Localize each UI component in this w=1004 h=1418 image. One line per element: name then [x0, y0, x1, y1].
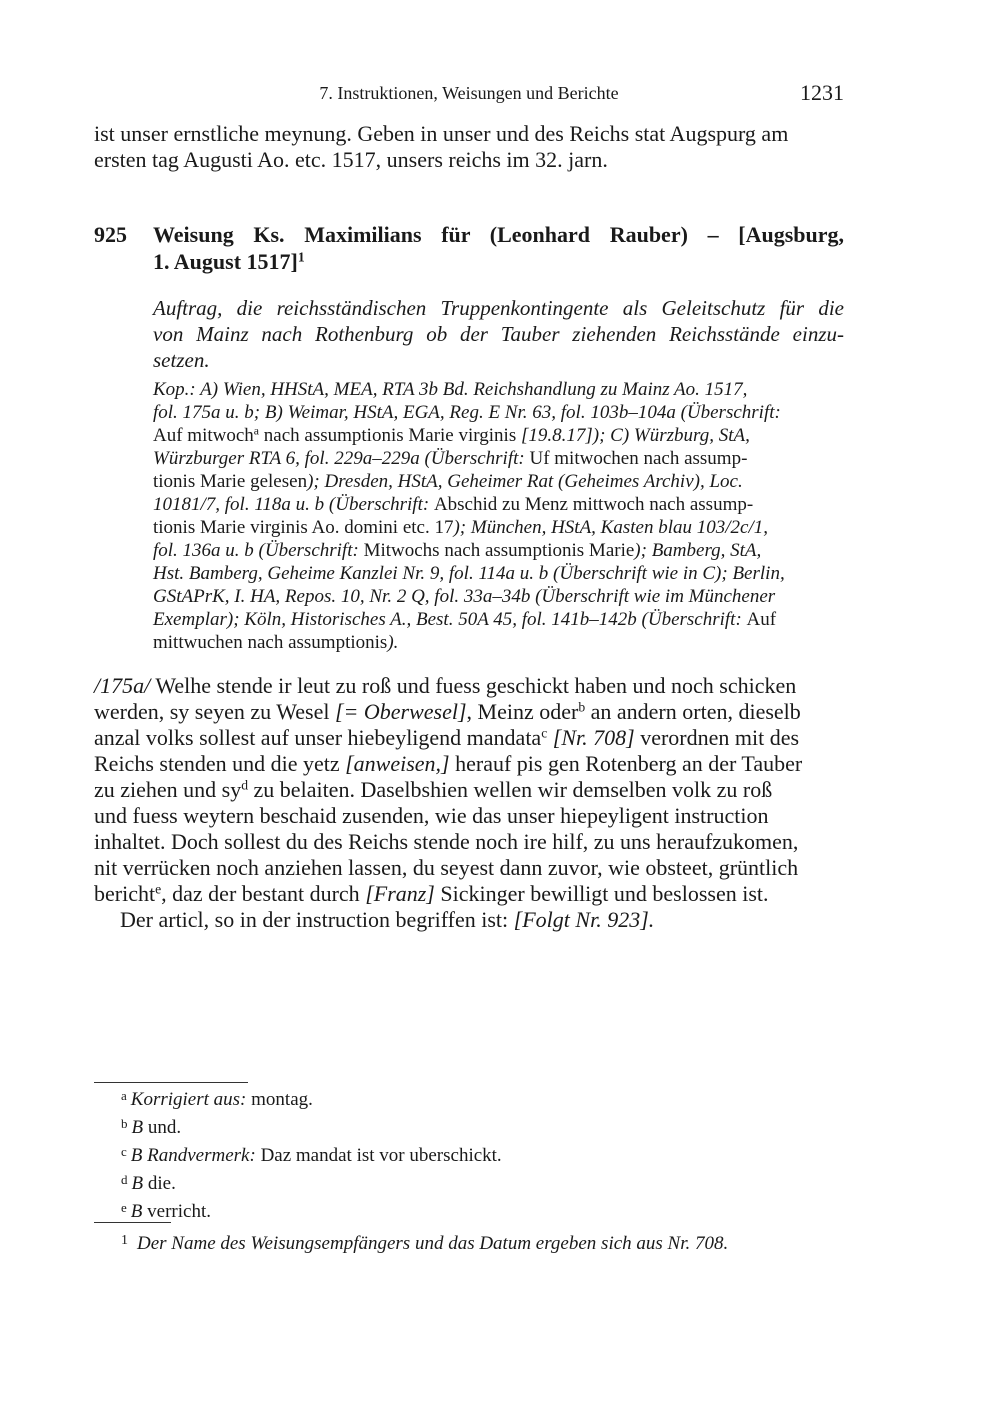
source-text: Würzburger RTA 6, fol. 229a–229a (Überschrift:: [153, 448, 530, 469]
source-line: Kop.: A) Wien, HHStA, MEA, RTA 3b Bd. Reichshandlung zu Mainz Ao. 1517,: [153, 379, 748, 400]
document-number: 925: [94, 222, 127, 247]
source-quote: tionis Marie gelesen: [153, 471, 308, 492]
source-line: fol. 175a u. b; B) Weimar, HStA, EGA, Reg. E Nr. 63, fol. 103b–104a (Überschrift:: [153, 402, 781, 423]
editorial-insert: [= Oberwesel]: [334, 699, 467, 724]
editorial-insert: [anweisen,]: [345, 751, 450, 776]
source-text: Exemplar); Köln, Historisches A., Best. 50A 45, fol. 141b–142b (Überschrift:: [153, 609, 747, 630]
document-body: [94, 673, 844, 933]
source-line: [153, 631, 844, 654]
intro-paragraph: [94, 121, 844, 173]
content-note-divider: [94, 1222, 171, 1223]
source-line: [153, 516, 844, 539]
textual-note-text: die.: [143, 1173, 176, 1194]
source-line: [153, 470, 844, 493]
textual-note-mark: c: [541, 725, 548, 741]
textual-note-text: und.: [143, 1117, 182, 1138]
regest-line: von Mainz nach Rothenburg ob der Tauber ziehenden Reichsstände einzu-: [153, 322, 844, 346]
body-line: [94, 777, 844, 803]
body-text: Der articl, so in der instruction begriffen ist:: [120, 907, 514, 932]
textual-note-text: montag.: [246, 1089, 313, 1110]
body-line: inhaltet. Doch sollest du des Reichs stende noch ire hilf, zu uns heraufzukomen,: [94, 829, 799, 854]
textual-note-label: B: [131, 1117, 144, 1138]
editorial-insert: [Franz]: [365, 881, 435, 906]
running-title: 7. Instruktionen, Weisungen und Berichte: [319, 83, 619, 103]
source-text: ); Bamberg, StA,: [634, 540, 762, 561]
body-text: werden, sy seyen zu Wesel: [94, 699, 335, 724]
source-line: GStAPrK, I. HA, Repos. 10, Nr. 2 Q, fol. 33a–34b (Überschrift wie im Münchener: [153, 586, 776, 607]
textual-note: [121, 1084, 502, 1112]
source-quote: Abschid zu Menz mittwoch nach assump-: [433, 494, 754, 515]
body-text: zu ziehen und sy: [94, 777, 242, 802]
source-quote: nach assumptionis Marie virginis: [259, 425, 521, 446]
source-apparatus: [153, 378, 844, 654]
body-text: , Meinz oder: [466, 699, 579, 724]
source-line: [153, 447, 844, 470]
body-line: und fuess weytern beschaid zusenden, wie das unser hiepeyligent instruction: [94, 803, 769, 828]
note-reference: 1: [297, 249, 305, 265]
body-text: herauf pis gen Rotenberg an der Tauber: [449, 751, 803, 776]
source-quote: Uf mitwochen nach assump-: [529, 448, 748, 469]
document-title-date: 1. August 1517]: [153, 249, 298, 274]
running-head: [94, 80, 844, 108]
content-note-text: Der Name des Weisungsempfängers und das Datum ergeben sich aus Nr. 708.: [137, 1233, 729, 1254]
source-quote: Mitwochs nach assumptionis Marie: [363, 540, 635, 561]
textual-note-mark: a: [121, 1088, 127, 1103]
textual-notes: [121, 1084, 502, 1224]
content-note-number: 1: [121, 1233, 128, 1248]
source-text: 10181/7, fol. 118a u. b (Überschrift:: [153, 494, 434, 515]
source-quote: tionis Marie virginis Ao. domini etc. 17: [153, 517, 454, 538]
body-line: [94, 699, 844, 725]
body-text: anzal volks sollest auf unser hiebeyligend mandata: [94, 725, 542, 750]
textual-note-mark: b: [121, 1116, 128, 1131]
body-line: nit verrücken noch anziehen lassen, du seyest dann zuvor, wie obsteet, grüntlich: [94, 855, 799, 880]
source-line: [153, 608, 844, 631]
textual-note-mark: b: [578, 699, 586, 715]
body-line: [94, 725, 844, 751]
source-line: Hst. Bamberg, Geheime Kanzlei Nr. 9, fol. 114a u. b (Überschrift wie in C); Berlin,: [153, 563, 785, 584]
textual-note-mark: d: [241, 777, 249, 793]
source-text: ); Dresden, HStA, Geheimer Rat (Geheimes Archiv), Loc.: [307, 471, 743, 492]
textual-note-text: Daz mandat ist vor uberschickt.: [255, 1145, 502, 1166]
body-text: zu belaiten. Daselbshien wellen wir demselben volk zu roß: [248, 777, 773, 802]
textual-note-label: B: [130, 1201, 143, 1222]
document-title: [153, 221, 844, 275]
textual-note-label: Korrigiert aus:: [130, 1089, 247, 1110]
regest: [153, 295, 844, 373]
editorial-insert: [Nr. 708]: [552, 725, 635, 750]
source-text: fol. 136a u. b (Überschrift:: [153, 540, 364, 561]
body-line: [94, 881, 844, 907]
source-line: [153, 424, 844, 447]
textual-note: [121, 1196, 502, 1224]
textual-note-text: verricht.: [142, 1201, 211, 1222]
page-number: 1231: [800, 80, 844, 105]
source-quote: mittwuchen nach assumptionis: [153, 632, 388, 653]
textual-note-label: B Randvermerk:: [130, 1145, 256, 1166]
document-title-line: Weisung Ks. Maximilians für (Leonhard Rauber) – [Augsburg,: [153, 222, 844, 247]
source-line: [153, 493, 844, 516]
textual-note-mark: c: [121, 1144, 127, 1159]
source-quote: Auf mitwoch: [153, 425, 254, 446]
body-line: [94, 673, 844, 699]
body-text: an andern orten, dieselb: [585, 699, 801, 724]
intro-line: ist unser ernstliche meynung. Geben in unser und des Reichs stat Augspurg am: [94, 121, 789, 146]
body-text: bericht: [94, 881, 156, 906]
textual-note: [121, 1168, 502, 1196]
body-text: Reichs stenden und die yetz: [94, 751, 346, 776]
body-line: [94, 751, 844, 777]
content-note: [121, 1229, 728, 1256]
textual-note-mark: e: [155, 881, 162, 897]
textual-note-label: B: [131, 1173, 144, 1194]
body-text: verordnen mit des: [634, 725, 800, 750]
body-text: Sickinger bewilligt und beslossen ist.: [434, 881, 769, 906]
body-line: [94, 907, 844, 933]
regest-line: setzen.: [153, 348, 210, 372]
source-quote: Auf: [746, 609, 777, 630]
body-text: , daz der bestant durch: [161, 881, 366, 906]
textual-note-mark: d: [121, 1172, 128, 1187]
editorial-insert: [Folgt Nr. 923].: [513, 907, 655, 932]
textual-note-mark: a: [253, 424, 260, 438]
textual-note-mark: e: [121, 1200, 127, 1215]
intro-line: ersten tag Augusti Ao. etc. 1517, unsers reichs im 32. jarn.: [94, 147, 608, 172]
document-title-line: [153, 248, 844, 275]
textual-note: [121, 1112, 502, 1140]
footnote-divider: [94, 1082, 248, 1083]
folio-marker: /175a/: [94, 673, 151, 698]
source-text: ); München, HStA, Kasten blau 103/2c/1,: [453, 517, 768, 538]
textual-note: [121, 1140, 502, 1168]
source-text: [19.8.17]); C) Würzburg, StA,: [520, 425, 750, 446]
source-line: [153, 539, 844, 562]
regest-line: Auftrag, die reichsständischen Truppenkontingente als Geleitschutz für die: [153, 296, 844, 320]
source-text: ).: [387, 632, 399, 653]
body-text: Welhe stende ir leut zu roß und fuess geschickt haben und noch schicken: [150, 673, 797, 698]
